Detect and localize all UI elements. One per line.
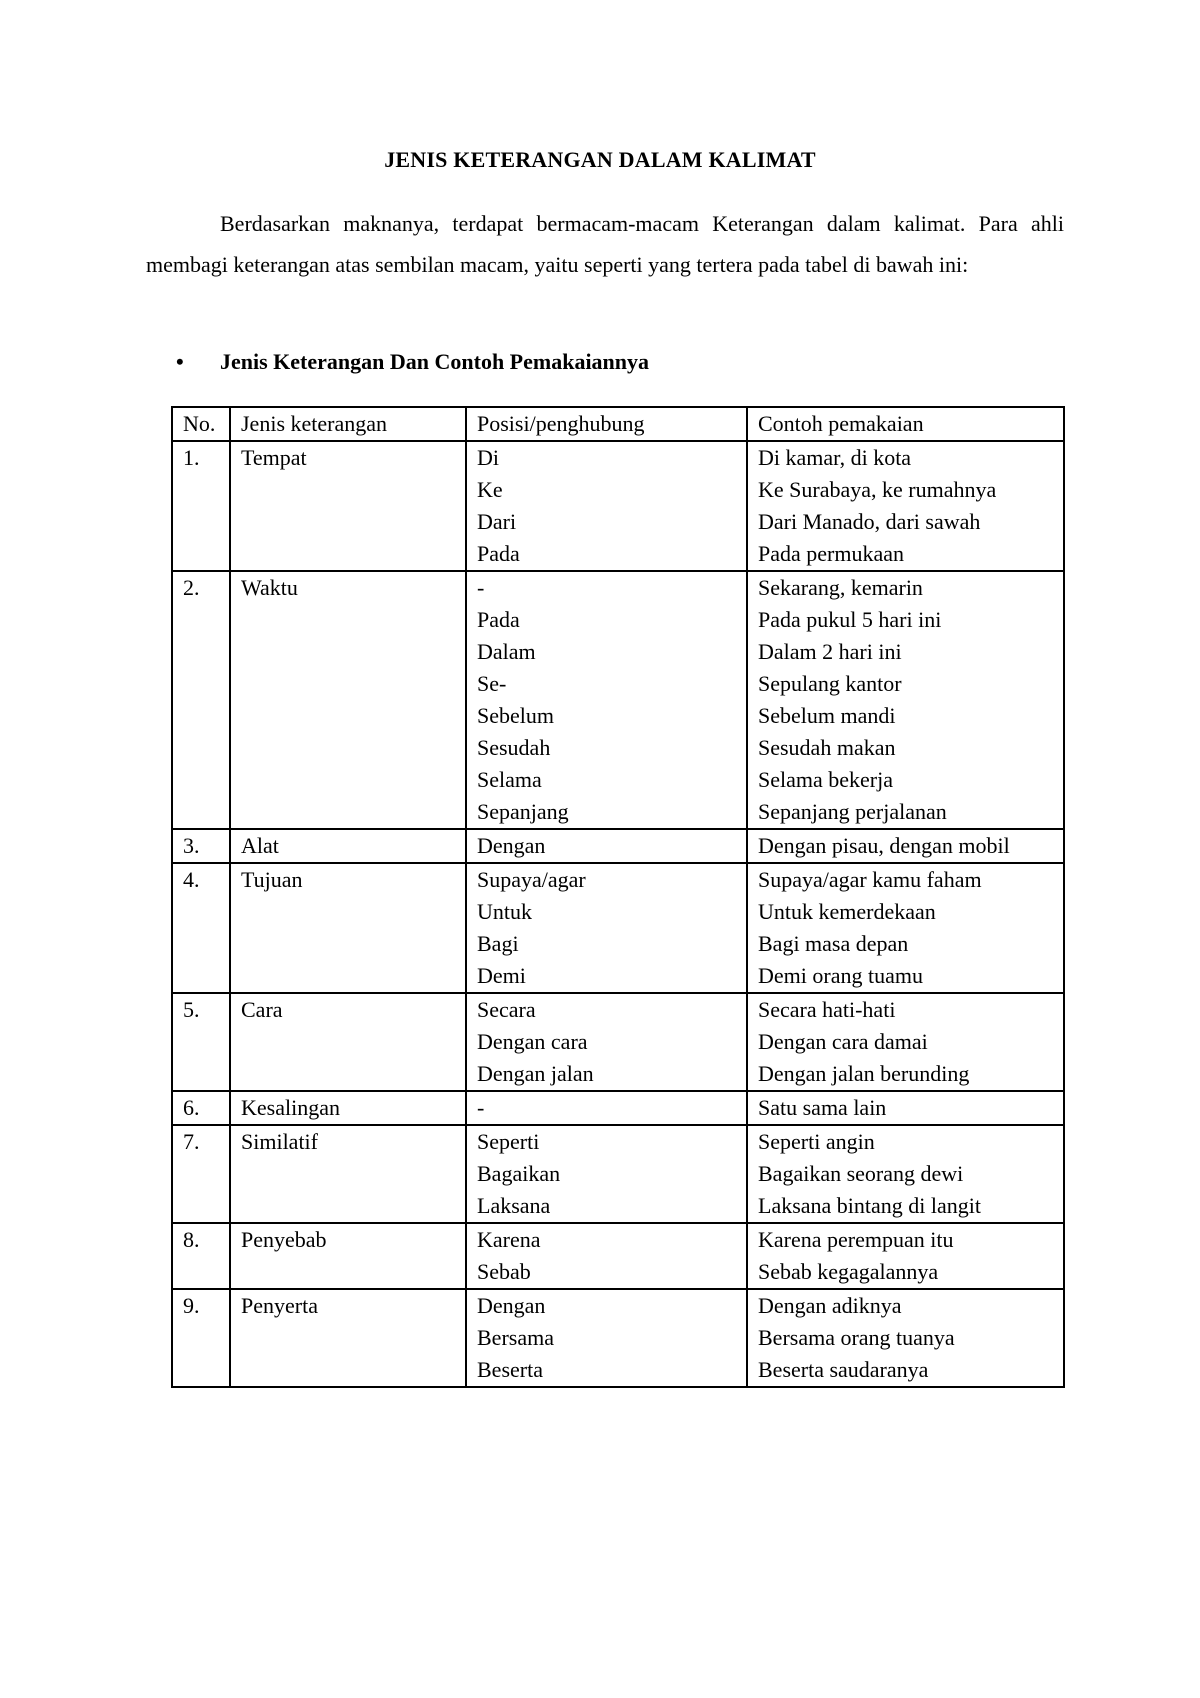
contoh-line: Bagaikan seorang dewi (758, 1161, 964, 1186)
posisi-line: Beserta (477, 1357, 543, 1382)
cell-contoh (747, 863, 1064, 993)
table-row (172, 571, 1064, 829)
contoh-line: Dalam 2 hari ini (758, 639, 902, 664)
contoh-line: Sebelum mandi (758, 703, 896, 728)
posisi-line: Bagaikan (477, 1161, 561, 1186)
cell-posisi (466, 1289, 747, 1387)
section-heading-text: Jenis Keterangan Dan Contoh Pemakaiannya (220, 349, 650, 374)
posisi-line: Laksana (477, 1193, 551, 1218)
contoh-line: Bersama orang tuanya (758, 1325, 955, 1350)
contoh-line: Dengan adiknya (758, 1293, 902, 1318)
contoh-line: Sepanjang perjalanan (758, 799, 947, 824)
cell-no: 2. (172, 571, 230, 829)
contoh-line: Di kamar, di kota (758, 445, 912, 470)
cell-no: 5. (172, 993, 230, 1091)
posisi-line: Sebab (477, 1259, 531, 1284)
keterangan-table-container (171, 406, 1063, 1388)
contoh-line: Pada permukaan (758, 541, 904, 566)
table-row (172, 1125, 1064, 1223)
cell-jenis: Alat (230, 829, 466, 863)
cell-jenis: Waktu (230, 571, 466, 829)
posisi-line: Dengan (477, 833, 546, 858)
contoh-line: Dengan jalan berunding (758, 1061, 970, 1086)
cell-contoh (747, 1289, 1064, 1387)
cell-contoh (747, 1223, 1064, 1289)
posisi-line: Dengan (477, 1293, 546, 1318)
cell-posisi (466, 571, 747, 829)
posisi-line: Bagi (477, 931, 519, 956)
cell-jenis: Cara (230, 993, 466, 1091)
contoh-line: Ke Surabaya, ke rumahnya (758, 477, 997, 502)
posisi-line: Se- (477, 671, 507, 696)
cell-no: 9. (172, 1289, 230, 1387)
posisi-line: Dengan jalan (477, 1061, 594, 1086)
posisi-line: Sesudah (477, 735, 551, 760)
posisi-line: - (477, 575, 485, 600)
cell-contoh (747, 993, 1064, 1091)
contoh-line: Satu sama lain (758, 1095, 887, 1120)
cell-no: 1. (172, 441, 230, 571)
posisi-line: Supaya/agar (477, 867, 586, 892)
cell-no: 3. (172, 829, 230, 863)
cell-posisi (466, 1091, 747, 1125)
intro-paragraph: Berdasarkan maknanya, terdapat bermacam-macam Keterangan dalam kalimat. Para ahli membagi keterangan atas sembilan macam, yaitu seperti yang tertera pada tabel di bawah ini: (146, 211, 1064, 277)
table-row (172, 1289, 1064, 1387)
header-no: No. (172, 407, 230, 441)
contoh-line: Dengan pisau, dengan mobil (758, 833, 1010, 858)
contoh-line: Bagi masa depan (758, 931, 909, 956)
table-header-row (172, 407, 1064, 441)
table-row (172, 993, 1064, 1091)
posisi-line: Seperti (477, 1129, 540, 1154)
cell-contoh (747, 441, 1064, 571)
posisi-line: Bersama (477, 1325, 554, 1350)
cell-jenis: Tempat (230, 441, 466, 571)
posisi-line: Karena (477, 1227, 541, 1252)
cell-posisi (466, 863, 747, 993)
cell-contoh (747, 829, 1064, 863)
cell-jenis: Similatif (230, 1125, 466, 1223)
cell-posisi (466, 1125, 747, 1223)
contoh-line: Selama bekerja (758, 767, 893, 792)
table-row (172, 863, 1064, 993)
posisi-line: Dengan cara (477, 1029, 588, 1054)
contoh-line: Dengan cara damai (758, 1029, 928, 1054)
contoh-line: Sesudah makan (758, 735, 896, 760)
cell-no: 4. (172, 863, 230, 993)
header-contoh: Contoh pemakaian (747, 407, 1064, 441)
contoh-line: Beserta saudaranya (758, 1357, 929, 1382)
contoh-line: Sekarang, kemarin (758, 575, 923, 600)
keterangan-table (171, 406, 1065, 1388)
contoh-line: Secara hati-hati (758, 997, 896, 1022)
table-row (172, 1223, 1064, 1289)
cell-jenis: Penyerta (230, 1289, 466, 1387)
bullet-icon: • (176, 349, 184, 374)
posisi-line: Demi (477, 963, 526, 988)
cell-jenis: Penyebab (230, 1223, 466, 1289)
contoh-line: Dari Manado, dari sawah (758, 509, 981, 534)
header-posisi: Posisi/penghubung (466, 407, 747, 441)
header-jenis: Jenis keterangan (230, 407, 466, 441)
posisi-line: Sebelum (477, 703, 554, 728)
table-body (172, 441, 1064, 1387)
contoh-line: Sebab kegagalannya (758, 1259, 939, 1284)
posisi-line: Ke (477, 477, 503, 502)
cell-contoh (747, 1125, 1064, 1223)
cell-no: 6. (172, 1091, 230, 1125)
contoh-line: Pada pukul 5 hari ini (758, 607, 942, 632)
contoh-line: Sepulang kantor (758, 671, 902, 696)
posisi-line: Di (477, 445, 499, 470)
cell-posisi (466, 829, 747, 863)
posisi-line: Pada (477, 607, 520, 632)
cell-contoh (747, 571, 1064, 829)
contoh-line: Seperti angin (758, 1129, 875, 1154)
posisi-line: Dalam (477, 639, 536, 664)
posisi-line: Sepanjang (477, 799, 569, 824)
posisi-line: Pada (477, 541, 520, 566)
cell-posisi (466, 993, 747, 1091)
cell-no: 8. (172, 1223, 230, 1289)
contoh-line: Untuk kemerdekaan (758, 899, 936, 924)
posisi-line: Selama (477, 767, 542, 792)
contoh-line: Supaya/agar kamu faham (758, 867, 982, 892)
posisi-line: Untuk (477, 899, 532, 924)
posisi-line: Dari (477, 509, 517, 534)
posisi-line: Secara (477, 997, 536, 1022)
cell-no: 7. (172, 1125, 230, 1223)
section-heading (176, 348, 649, 376)
posisi-line: - (477, 1095, 485, 1120)
contoh-line: Demi orang tuamu (758, 963, 923, 988)
cell-contoh (747, 1091, 1064, 1125)
table-row (172, 829, 1064, 863)
table-row (172, 1091, 1064, 1125)
page-title: JENIS KETERANGAN DALAM KALIMAT (384, 147, 816, 172)
cell-posisi (466, 441, 747, 571)
contoh-line: Karena perempuan itu (758, 1227, 954, 1252)
cell-posisi (466, 1223, 747, 1289)
table-row (172, 441, 1064, 571)
cell-jenis: Tujuan (230, 863, 466, 993)
cell-jenis: Kesalingan (230, 1091, 466, 1125)
contoh-line: Laksana bintang di langit (758, 1193, 981, 1218)
